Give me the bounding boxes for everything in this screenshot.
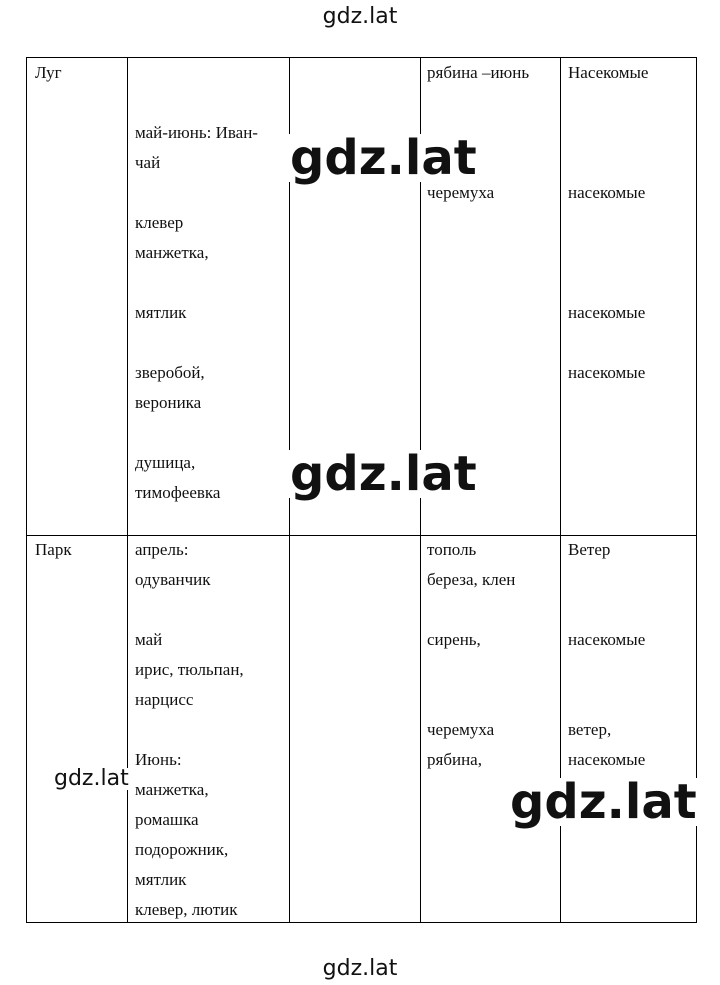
pollinators-cell xyxy=(568,535,645,775)
cell-line: ромашка xyxy=(135,810,199,829)
cell-line xyxy=(568,685,645,715)
cell-line: береза, клен xyxy=(427,570,516,589)
cell-line: ветер, xyxy=(568,720,612,739)
place-cell-meadow: Луг xyxy=(35,63,62,82)
cell-line: насекомые xyxy=(568,303,646,322)
cell-line xyxy=(135,715,244,745)
cell-line xyxy=(568,565,645,595)
cell-line: зверобой, xyxy=(135,363,205,382)
cell-line: душица, xyxy=(135,453,196,472)
watermark-bottom: gdz.lat xyxy=(322,956,398,981)
cell-line: одуванчик xyxy=(135,570,211,589)
cell-line: насекомые xyxy=(568,183,646,202)
cell-line xyxy=(135,595,244,625)
cell-line xyxy=(135,178,258,208)
cell-line: мятлик xyxy=(135,303,187,322)
watermark-overlay: gdz.lat xyxy=(290,446,477,502)
cell-line xyxy=(135,88,258,118)
flowering-plants-cell xyxy=(135,58,258,508)
watermark-top: gdz.lat xyxy=(322,4,398,29)
cell-line xyxy=(135,268,258,298)
cell-line: манжетка, xyxy=(135,780,209,799)
cell-line xyxy=(568,148,648,178)
cell-line xyxy=(568,268,648,298)
cell-line xyxy=(568,238,648,268)
cell-line: май-июнь: Иван- xyxy=(135,123,258,142)
cell-line: сирень, xyxy=(427,630,481,649)
cell-line xyxy=(568,595,645,625)
cell-line: ирис, тюльпан, xyxy=(135,660,244,679)
trees-cell xyxy=(427,535,515,775)
watermark-overlay: gdz.lat xyxy=(510,774,697,830)
watermark-overlay-small: gdz.lat xyxy=(54,766,129,791)
cell-line: рябина –июнь xyxy=(427,63,530,82)
cell-line: насекомые xyxy=(568,630,646,649)
cell-line: тополь xyxy=(427,540,477,559)
cell-line: клевер, лютик xyxy=(135,900,238,919)
cell-line: клевер xyxy=(135,213,184,232)
cell-line xyxy=(568,328,648,358)
cell-line: чай xyxy=(135,153,161,172)
cell-line: черемуха xyxy=(427,183,495,202)
cell-line: Насекомые xyxy=(568,63,649,82)
cell-line xyxy=(135,418,258,448)
cell-line xyxy=(427,685,515,715)
pollinators-cell xyxy=(568,58,648,388)
cell-line: апрель: xyxy=(135,540,189,559)
cell-line xyxy=(427,655,515,685)
cell-line xyxy=(568,88,648,118)
cell-line: насекомые xyxy=(568,363,646,382)
cell-line: подорожник, xyxy=(135,840,229,859)
cell-line: рябина, xyxy=(427,750,482,769)
cell-line: Июнь: xyxy=(135,750,182,769)
cell-line: манжетка, xyxy=(135,243,209,262)
cell-line: насекомые xyxy=(568,750,646,769)
cell-line: вероника xyxy=(135,393,202,412)
watermark-overlay: gdz.lat xyxy=(290,130,477,186)
cell-line: Ветер xyxy=(568,540,611,559)
cell-line: май xyxy=(135,630,163,649)
flowering-plants-cell xyxy=(135,535,244,925)
cell-line xyxy=(568,118,648,148)
cell-line: черемуха xyxy=(427,720,495,739)
cell-line xyxy=(135,58,258,88)
column-divider xyxy=(127,58,128,922)
cell-line xyxy=(135,328,258,358)
cell-line: мятлик xyxy=(135,870,187,889)
cell-line xyxy=(427,595,515,625)
cell-line: нарцисс xyxy=(135,690,194,709)
place-cell-park: Парк xyxy=(35,540,72,559)
cell-line: тимофеевка xyxy=(135,483,221,502)
cell-line xyxy=(568,655,645,685)
cell-line xyxy=(427,88,529,118)
cell-line xyxy=(568,208,648,238)
